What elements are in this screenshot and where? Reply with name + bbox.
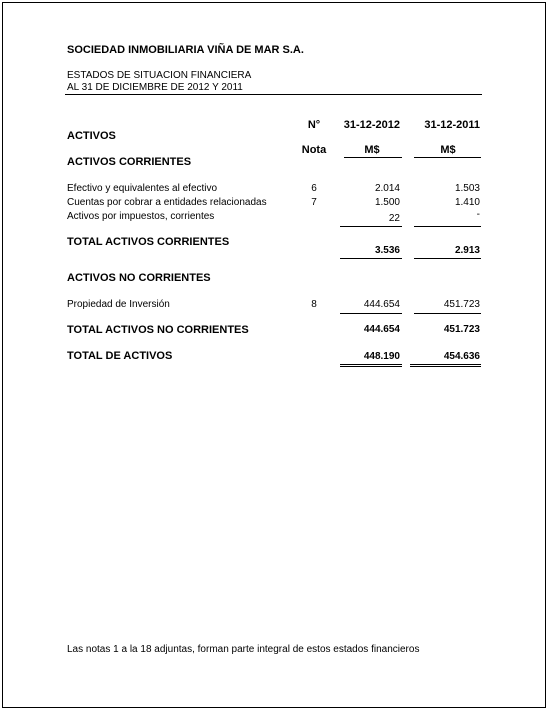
- subtotal-rule-2012: [340, 313, 402, 314]
- total-corrientes-2011: 2.913: [454, 245, 480, 256]
- row-value-2011: 1.410: [454, 197, 480, 208]
- row-value-2011: 1.503: [454, 183, 480, 194]
- double-rule-top-2011: [410, 364, 481, 365]
- section-activos-corrientes: ACTIVOS CORRIENTES: [67, 156, 192, 168]
- period-2012-header: 31-12-2012: [343, 119, 400, 131]
- header-rule: [65, 94, 482, 95]
- total-activos-2011: 454.636: [443, 351, 480, 362]
- note-header-top: N°: [307, 119, 321, 131]
- currency-2012-header: M$: [364, 144, 380, 156]
- double-rule-bottom-2012: [340, 366, 402, 367]
- subtotal-rule-2012: [340, 226, 402, 227]
- total-no-corrientes-2012: 444.654: [363, 324, 400, 335]
- row-label: Cuentas por cobrar a entidades relacionadas: [67, 197, 267, 208]
- double-rule-bottom-2011: [410, 366, 481, 367]
- row-value-2011: 451.723: [443, 299, 480, 310]
- currency-2011-rule: [414, 157, 481, 158]
- note-header-bottom: Nota: [301, 144, 327, 156]
- subtotal-rule-2011: [414, 226, 481, 227]
- total-activos-2012: 448.190: [363, 351, 400, 362]
- report-title: ESTADOS DE SITUACION FINANCIERA: [67, 70, 252, 81]
- row-value-2012: 2.014: [374, 183, 400, 194]
- row-value-2012: 1.500: [374, 197, 400, 208]
- row-value-2012: 22: [388, 213, 400, 224]
- total-rule-2012: [340, 258, 402, 259]
- total-activos-corrientes-label: TOTAL ACTIVOS CORRIENTES: [67, 236, 230, 248]
- total-no-corrientes-2011: 451.723: [443, 324, 480, 335]
- footer-note: Las notas 1 a la 18 adjuntas, forman parte integral de estos estados financieros: [67, 644, 420, 655]
- total-rule-2011: [414, 258, 481, 259]
- section-activos: ACTIVOS: [67, 130, 116, 142]
- row-label: Activos por impuestos, corrientes: [67, 211, 215, 222]
- period-2011-header: 31-12-2011: [424, 119, 480, 131]
- row-note: 7: [311, 197, 317, 208]
- total-activos-no-corrientes-label: TOTAL ACTIVOS NO CORRIENTES: [67, 324, 249, 336]
- row-value-2012: 444.654: [363, 299, 400, 310]
- double-rule-top-2012: [340, 364, 402, 365]
- total-activos-label: TOTAL DE ACTIVOS: [67, 350, 173, 362]
- report-date: AL 31 DE DICIEMBRE DE 2012 Y 2011: [67, 82, 243, 93]
- row-value-2011: -: [476, 209, 480, 220]
- row-note: 8: [311, 299, 317, 310]
- currency-2011-header: M$: [440, 144, 456, 156]
- total-corrientes-2012: 3.536: [374, 245, 400, 256]
- subtotal-rule-2011: [414, 313, 481, 314]
- row-label: Efectivo y equivalentes al efectivo: [67, 183, 218, 194]
- currency-2012-rule: [344, 157, 402, 158]
- section-activos-no-corrientes: ACTIVOS NO CORRIENTES: [67, 272, 211, 284]
- row-label: Propiedad de Inversión: [67, 299, 170, 310]
- row-note: 6: [311, 183, 317, 194]
- company-name: SOCIEDAD INMOBILIARIA VIÑA DE MAR S.A.: [67, 44, 304, 56]
